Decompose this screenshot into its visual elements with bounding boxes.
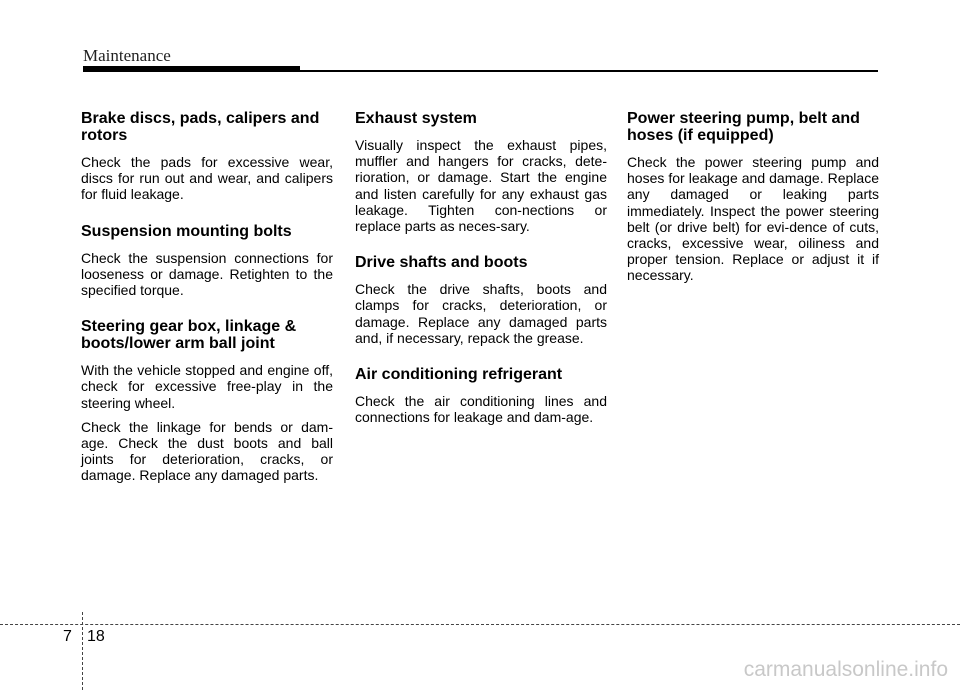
watermark: carmanualsonline.info [743, 658, 948, 681]
chapter-number: 7 [63, 628, 72, 645]
section-heading: Drive shafts and boots [355, 254, 528, 272]
section-paragraph: With the vehicle stopped and engine off, check for excessive free-play in the steering wheel. [81, 362, 333, 411]
section-heading: Steering gear box, linkage & boots/lower arm ball joint [81, 318, 297, 353]
section-suspension-bolts [81, 223, 333, 299]
section-steering-gear [81, 318, 333, 483]
footer-vertical-divider [82, 612, 83, 690]
section-heading: Power steering pump, belt and hoses (if equipped) [627, 110, 860, 144]
column-2 [355, 110, 607, 445]
page-number: 18 [87, 628, 105, 645]
section-paragraph: Check the air conditioning lines and connections for leakage and dam-age. [355, 393, 607, 426]
column-3 [627, 110, 879, 304]
section-brake-discs [81, 110, 333, 203]
section-heading: Brake discs, pads, calipers and rotors [81, 110, 320, 144]
section-heading: Air conditioning refrigerant [355, 366, 563, 384]
section-paragraph: Check the power steering pump and hoses for leakage and damage. Replace any damaged or leaking parts immediately. Inspect the power steering belt (or drive belt) for evi-dence of cuts, cracks, excessive wear, oiliness and proper tension. Replace or adjust it if necessary. [627, 154, 879, 284]
column-1 [81, 110, 333, 504]
section-heading: Exhaust system [355, 110, 477, 127]
section-paragraph: Check the pads for excessive wear, discs for run out and wear, and calipers for fluid leakage. [81, 154, 333, 203]
header-rule-thick [83, 66, 300, 72]
section-paragraph: Visually inspect the exhaust pipes, muffler and hangers for cracks, dete-rioration, or damage. Start the engine and listen carefully for any exhaust gas leakage. Tighten con-nections or replace parts as neces-sary. [355, 137, 607, 235]
header-rule-thin [300, 70, 878, 72]
section-heading: Suspension mounting bolts [81, 222, 292, 240]
section-drive-shafts [355, 254, 607, 346]
section-ac-refrigerant [355, 366, 607, 425]
section-power-steering [627, 110, 879, 284]
section-exhaust-system [355, 110, 607, 234]
section-paragraph: Check the suspension connections for looseness or damage. Retighten to the specified torque. [81, 249, 333, 299]
section-paragraph: Check the linkage for bends or dam-age. Check the dust boots and ball joints for deterioration, cracks, or damage. Replace any damaged parts. [81, 418, 333, 484]
page-title: Maintenance [83, 46, 171, 65]
section-paragraph: Check the drive shafts, boots and clamps for cracks, deterioration, or damage. Replace any damaged parts and, if necessary, repack the grease. [355, 281, 607, 346]
footer-divider [0, 624, 960, 625]
